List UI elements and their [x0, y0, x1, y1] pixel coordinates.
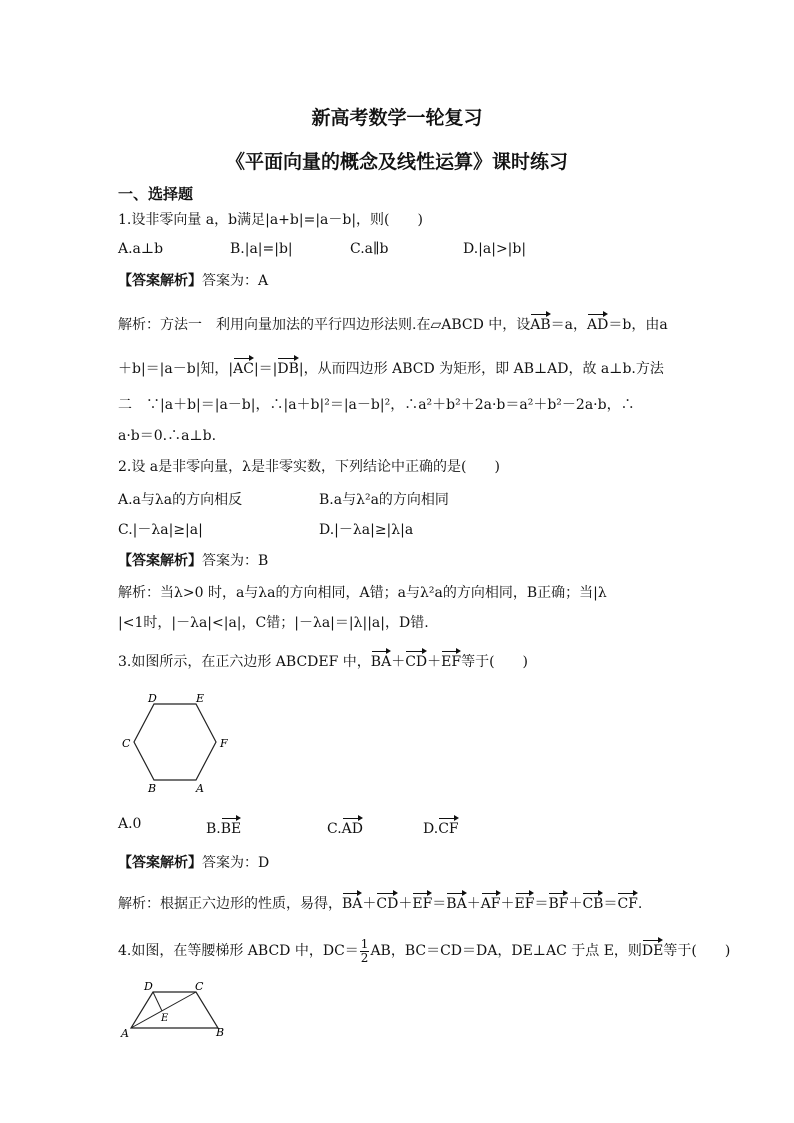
q2-option-a: A.a与λa的方向相反	[118, 492, 243, 508]
q1-explanation-line2	[118, 356, 664, 379]
vector-de: DE	[642, 938, 663, 958]
answer-label: 【答案解析】	[118, 273, 202, 289]
q3-option-c	[327, 816, 363, 837]
q2-option-c: C.|－λa|≥|a|	[118, 522, 203, 538]
plus: ＋	[391, 654, 406, 670]
text: C.	[327, 821, 342, 837]
q1-stem: 1.设非零向量 a，b满足|a+b|=|a－b|，则( )	[118, 212, 423, 228]
text: 4.如图，在等腰梯形 ABCD 中，DC＝	[118, 943, 359, 959]
plus: ＋	[398, 896, 413, 912]
q3-option-a: A.0	[118, 816, 142, 832]
vector: EF	[515, 891, 535, 911]
hex-label-e: E	[196, 692, 205, 705]
answer-text: 答案为：D	[202, 855, 270, 871]
q1-explanation-line4: a·b＝0.∴a⊥b.	[118, 428, 217, 444]
trap-label-a: A	[121, 1027, 129, 1040]
vector: CD	[376, 891, 398, 911]
answer-text: 答案为：A	[202, 273, 269, 289]
hex-label-f: F	[220, 737, 228, 750]
vector-be: BE	[221, 816, 242, 836]
q4-stem	[118, 937, 730, 965]
text: 解析：方法一 利用向量加法的平行四边形法则.在▱ABCD 中，设	[118, 317, 531, 333]
text: 3.如图所示，在正六边形 ABCDEF 中，	[118, 654, 371, 670]
q3-stem	[118, 649, 528, 672]
hex-label-c: C	[122, 737, 131, 750]
text: D.	[423, 821, 439, 837]
trap-label-e: E	[161, 1013, 169, 1024]
segment-de	[153, 992, 162, 1011]
hex-label-b: B	[148, 782, 157, 795]
equals: ＝	[432, 896, 447, 912]
vector: AF	[481, 891, 501, 911]
q3-option-d	[423, 816, 459, 837]
vector: BA	[342, 891, 362, 911]
vector-db: DB	[277, 356, 299, 376]
q3-answer	[118, 853, 269, 873]
q3-option-b	[206, 816, 241, 837]
q1-option-b: B.|a|=|b|	[230, 241, 293, 257]
text: ＋b|＝|a－b|知，|	[118, 361, 234, 377]
vector-cd: CD	[405, 649, 427, 669]
text: 解析：根据正六边形的性质，易得，	[118, 896, 342, 912]
q2-stem: 2.设 a是非零向量，λ是非零实数，下列结论中正确的是( )	[118, 459, 500, 475]
hexagon-shape	[134, 704, 216, 780]
vector: CB	[582, 891, 603, 911]
trap-label-d: D	[144, 980, 153, 993]
trap-label-c: C	[195, 980, 204, 993]
text: |＝|	[253, 361, 278, 377]
title-main: 新高考数学一轮复习	[311, 107, 483, 129]
q2-explanation-line2: |<1时，|－λa|<|a|，C错；|－λa|＝|λ||a|，D错.	[118, 615, 429, 631]
q1-option-a: A.a⊥b	[118, 241, 164, 257]
vector-ba: BA	[371, 649, 391, 669]
plus: ＋	[500, 896, 515, 912]
answer-label: 【答案解析】	[118, 553, 202, 569]
fraction-one-half	[360, 938, 370, 965]
vector-ef: EF	[441, 649, 461, 669]
text: ＝a，	[550, 317, 588, 333]
q1-explanation-line1	[118, 312, 668, 335]
vector: BA	[446, 891, 466, 911]
answer-text: 答案为：B	[202, 553, 269, 569]
q1-explanation-line3: 二 ∵|a＋b|＝|a－b|，∴|a＋b|²＝|a－b|²，∴a²＋b²＋2a·b＝a²＋b²－2a·b，∴	[118, 397, 635, 413]
q1-option-c: C.a∥b	[350, 241, 389, 257]
q2-answer	[118, 551, 268, 571]
fraction-numerator: 1	[360, 936, 369, 951]
q2-option-b: B.a与λ²a的方向相同	[319, 492, 449, 508]
q3-explanation	[118, 891, 642, 914]
q2-explanation-line1: 解析：当λ>0 时，a与λa的方向相同，A错；a与λ²a的方向相同，B正确；当|λ	[118, 585, 607, 601]
fraction-denominator: 2	[360, 950, 369, 965]
vector-cf: CF	[438, 816, 458, 836]
title-sub: 《平面向量的概念及线性运算》课时练习	[225, 151, 568, 173]
plus: ＋	[466, 896, 481, 912]
vector: CF	[617, 891, 637, 911]
trapezoid-figure	[118, 978, 238, 1040]
equals: ＝	[603, 896, 618, 912]
equals: ＝	[534, 896, 549, 912]
vector-ad: AD	[342, 816, 363, 836]
plus: ＋	[427, 654, 442, 670]
q1-answer	[118, 271, 268, 291]
text: B.	[206, 821, 221, 837]
text: ＝b，由a	[608, 317, 668, 333]
plus: ＋	[362, 896, 377, 912]
trapezoid-shape	[131, 992, 218, 1028]
text: |，从而四边形 ABCD 为矩形，即 AB⊥AD，故 a⊥b.方法	[298, 361, 664, 377]
vector: EF	[412, 891, 432, 911]
text: 等于( )	[663, 943, 731, 959]
trap-label-b: B	[216, 1026, 225, 1039]
hex-label-d: D	[148, 692, 157, 705]
period: .	[637, 896, 643, 912]
q1-option-d: D.|a|>|b|	[463, 241, 527, 257]
vector-ab: AB	[530, 312, 550, 332]
answer-label: 【答案解析】	[118, 855, 202, 871]
text: 等于( )	[461, 654, 529, 670]
hexagon-figure	[118, 690, 243, 795]
plus: ＋	[568, 896, 583, 912]
vector-ad: AD	[587, 312, 608, 332]
q2-option-d: D.|－λa|≥|λ|a	[319, 522, 414, 538]
section-heading: 一、选择题	[118, 185, 194, 203]
text: AB，BC＝CD＝DA，DE⊥AC 于点 E，则	[370, 943, 642, 959]
vector-ac: AC	[233, 356, 254, 376]
hex-label-a: A	[196, 782, 204, 795]
vector: BF	[548, 891, 568, 911]
